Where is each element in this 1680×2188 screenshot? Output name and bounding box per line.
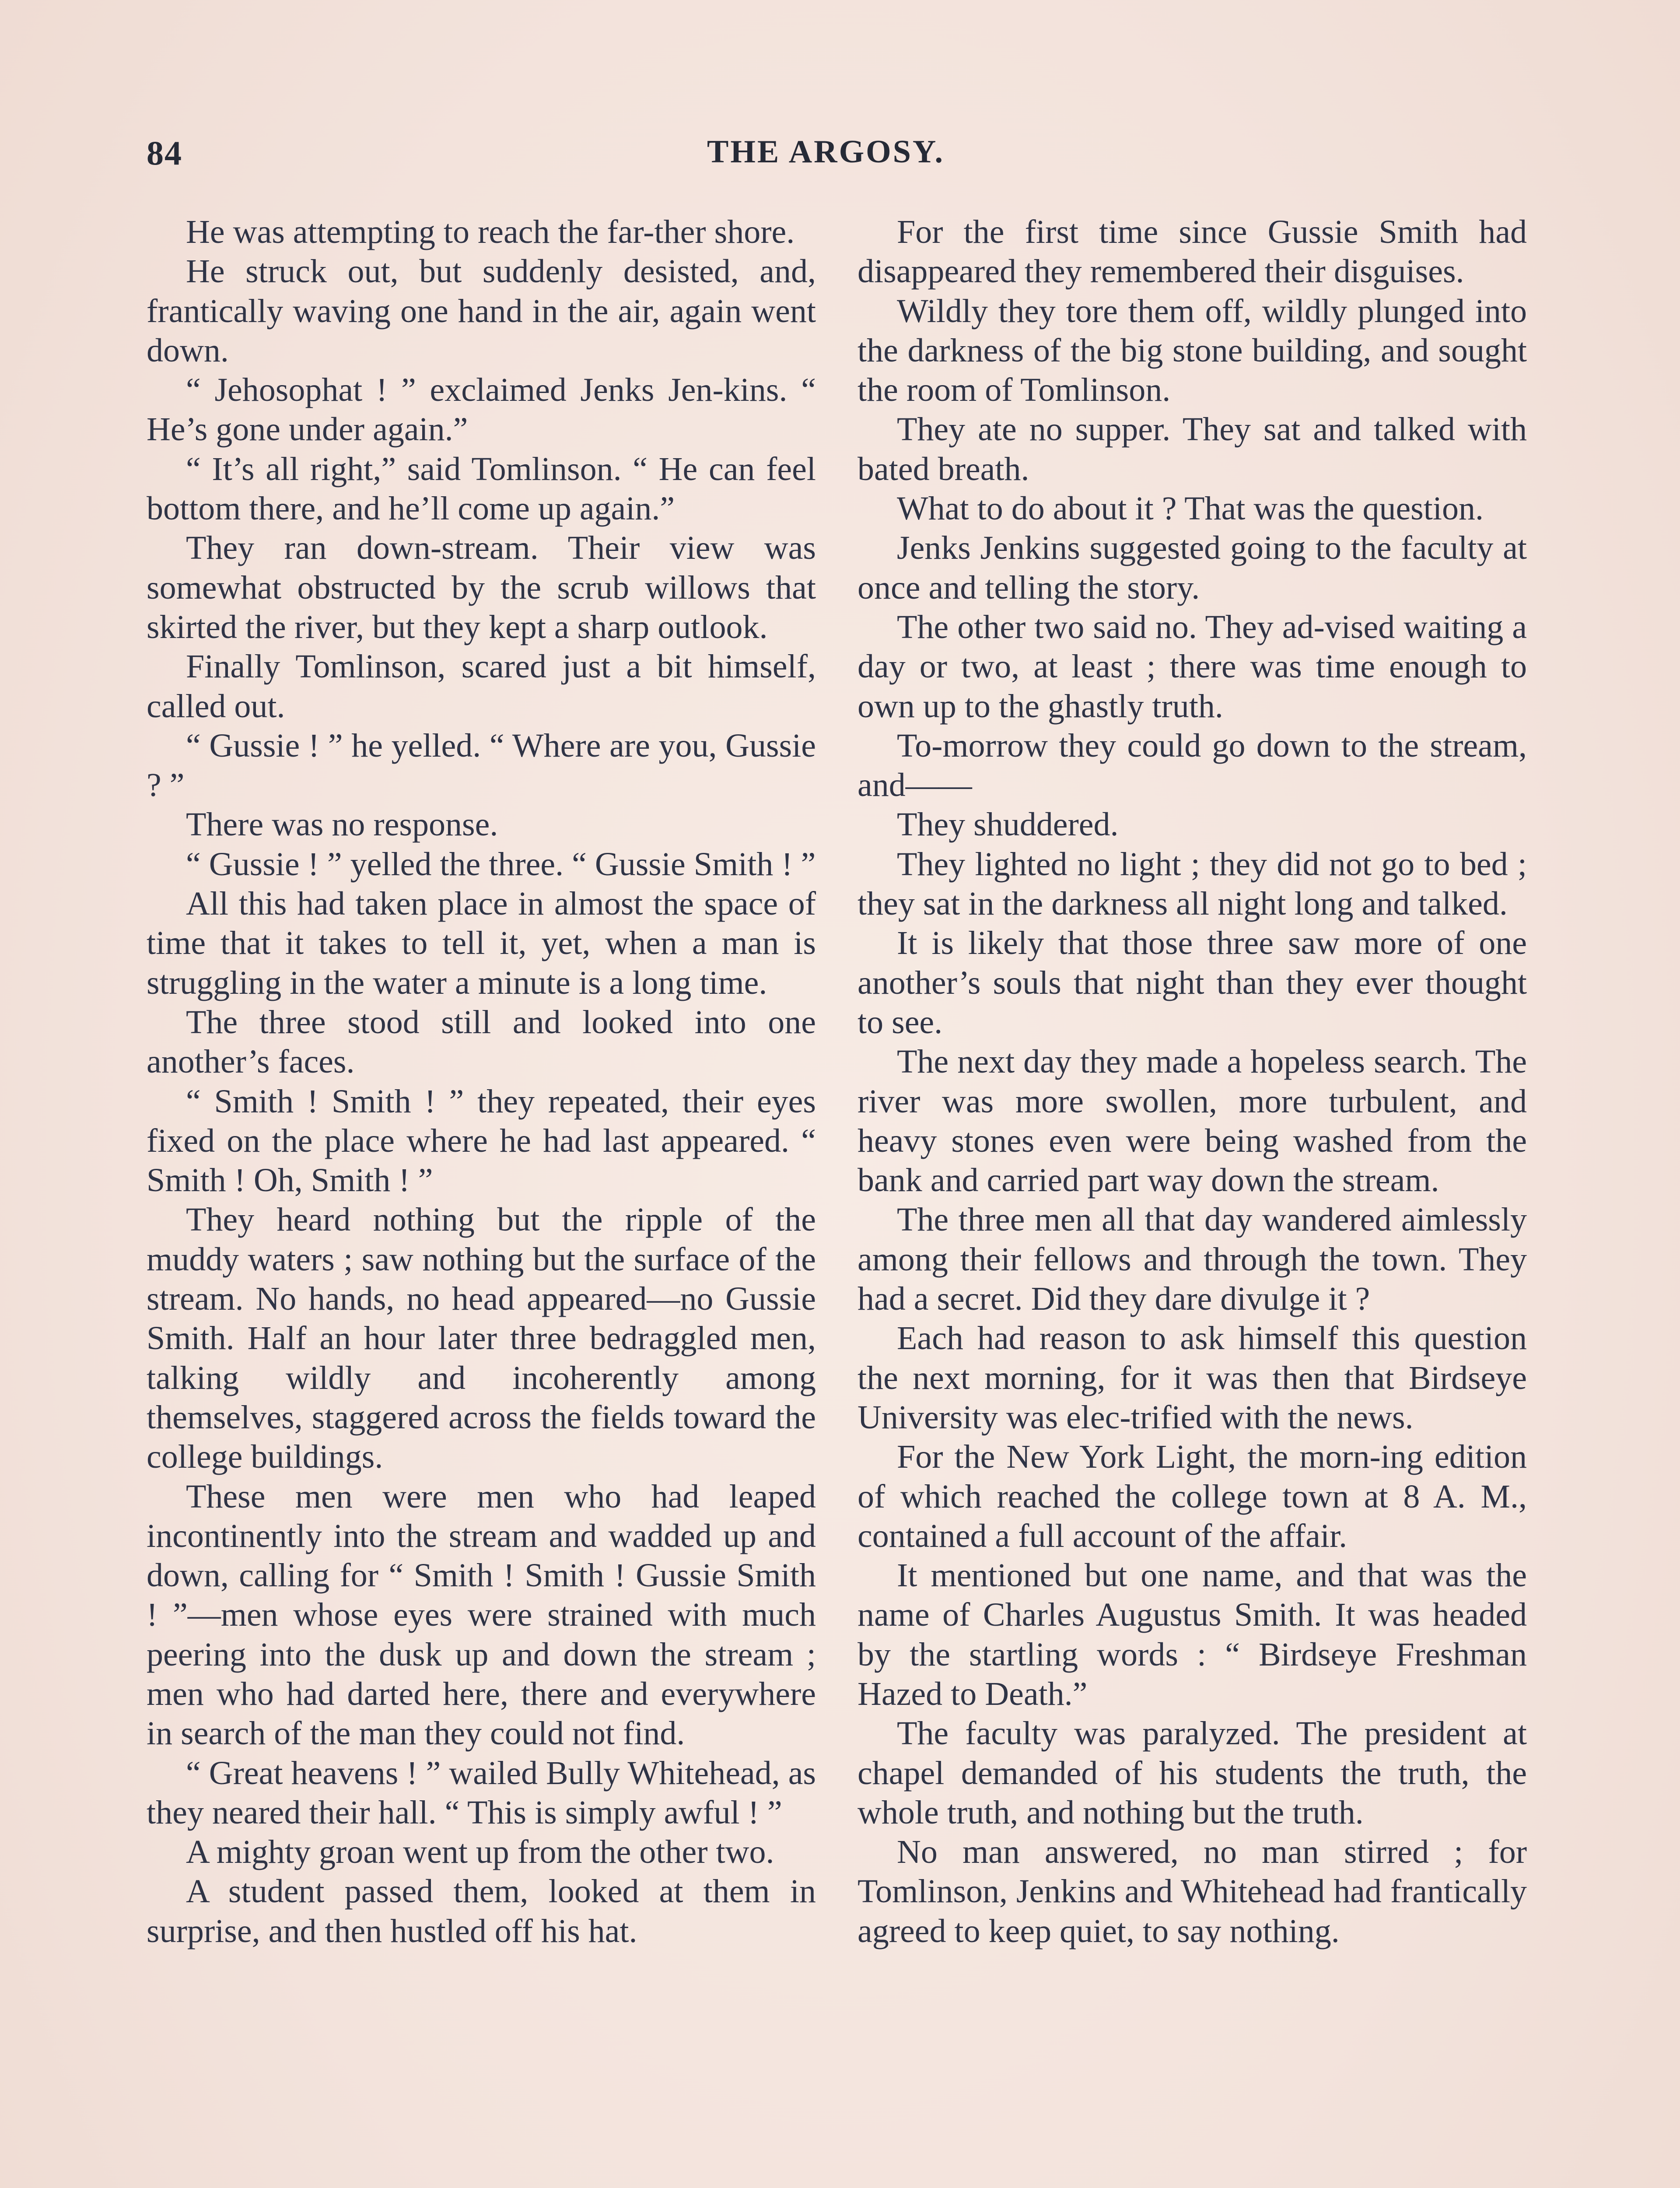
paragraph: Each had reason to ask himself this question the next morning, for it was then that Birdseye University was elec-trified with the news. (858, 1320, 1527, 1436)
paragraph: “ Great heavens ! ” wailed Bully Whitehead, as they neared their hall. “ This is simply awful ! ” (147, 1754, 816, 1831)
paragraph: They ate no supper. They sat and talked with bated breath. (858, 411, 1527, 487)
right-column (858, 212, 1527, 1951)
paragraph: All this had taken place in almost the space of time that it takes to tell it, yet, when a man is struggling in the water a minute is a long time. (147, 885, 816, 1001)
paragraph: These men were men who had leaped incontinently into the stream and wadded up and down, calling for “ Smith ! Smith ! Gussie Smith ! ”—men whose eyes were strained with much peering into the dusk up and down the stream ; men who had darted here, there and everywhere in search of the man they could not find. (147, 1478, 816, 1752)
left-column (147, 212, 816, 1951)
paragraph: A student passed them, looked at them in surprise, and then hustled off his hat. (147, 1873, 816, 1950)
paragraph: For the New York Light, the morn-ing edition of which reached the college town at 8 A. M., contained a full account of the affair. (858, 1438, 1527, 1554)
paragraph: Jenks Jenkins suggested going to the faculty at once and telling the story. (858, 529, 1527, 606)
paragraph: They heard nothing but the ripple of the muddy waters ; saw nothing but the surface of the stream. No hands, no head appeared—no Gussie Smith. Half an hour later three bedraggled men, talking wildly and incoherently among themselves, staggered across the fields toward the college buildings. (147, 1201, 816, 1476)
running-title: THE ARGOSY. (707, 134, 945, 170)
paragraph: “ It’s all right,” said Tomlinson. “ He can feel bottom there, and he’ll come up again.” (147, 450, 816, 527)
paragraph: The three men all that day wandered aimlessly among their fellows and through the town. They had a secret. Did they dare divulge it ? (858, 1201, 1527, 1318)
paragraph: The faculty was paralyzed. The president at chapel demanded of his students the truth, the whole truth, and nothing but the truth. (858, 1715, 1527, 1831)
paragraph: Finally Tomlinson, scared just a bit himself, called out. (147, 648, 816, 725)
page-header (147, 133, 1505, 182)
paragraph: It mentioned but one name, and that was the name of Charles Augustus Smith. It was headed by the startling words : “ Birdseye Freshman Hazed to Death.” (858, 1557, 1527, 1712)
paragraph: Wildly they tore them off, wildly plunged into the darkness of the big stone building, and sought the room of Tomlinson. (858, 292, 1527, 409)
paragraph: They ran down-stream. Their view was somewhat obstructed by the scrub willows that skirted the river, but they kept a sharp outlook. (147, 529, 816, 645)
paragraph: It is likely that those three saw more of one another’s souls that night than they ever thought to see. (858, 925, 1527, 1041)
paragraph: “ Smith ! Smith ! ” they repeated, their eyes fixed on the place where he had last appeared. “ Smith ! Oh, Smith ! ” (147, 1083, 816, 1199)
paragraph: He was attempting to reach the far-ther shore. (186, 214, 795, 250)
paragraph: They lighted no light ; they did not go to bed ; they sat in the darkness all night long and talked. (858, 845, 1527, 922)
page-number: 84 (147, 134, 182, 172)
paragraph: No man answered, no man stirred ; for Tomlinson, Jenkins and Whitehead had frantically agreed to keep quiet, to say nothing. (858, 1834, 1527, 1950)
paragraph: A mighty groan went up from the other two. (186, 1834, 774, 1871)
paragraph: The other two said no. They ad-vised waiting a day or two, at least ; there was time enough to own up to the ghastly truth. (858, 608, 1527, 725)
paragraph: “ Gussie ! ” he yelled. “ Where are you, Gussie ? ” (147, 727, 816, 804)
paragraph: The next day they made a hopeless search. The river was more swollen, more turbulent, and heavy stones even were being washed from the bank and carried part way down the stream. (858, 1043, 1527, 1199)
paragraph: He struck out, but suddenly desisted, and, frantically waving one hand in the air, again went down. (147, 253, 816, 369)
paragraph: The three stood still and looked into one another’s faces. (147, 1003, 816, 1080)
paragraph: “ Jehosophat ! ” exclaimed Jenks Jen-kins. “ He’s gone under again.” (147, 372, 816, 448)
paragraph: “ Gussie ! ” yelled the three. “ Gussie Smith ! ” (186, 845, 816, 883)
paragraph: For the first time since Gussie Smith had disappeared they remembered their disguises. (858, 214, 1527, 290)
paragraph: To-morrow they could go down to the stream, and—— (858, 727, 1527, 804)
paragraph: What to do about it ? That was the question. (897, 490, 1484, 527)
paragraph: There was no response. (186, 806, 498, 843)
paragraph: They shuddered. (897, 806, 1119, 843)
